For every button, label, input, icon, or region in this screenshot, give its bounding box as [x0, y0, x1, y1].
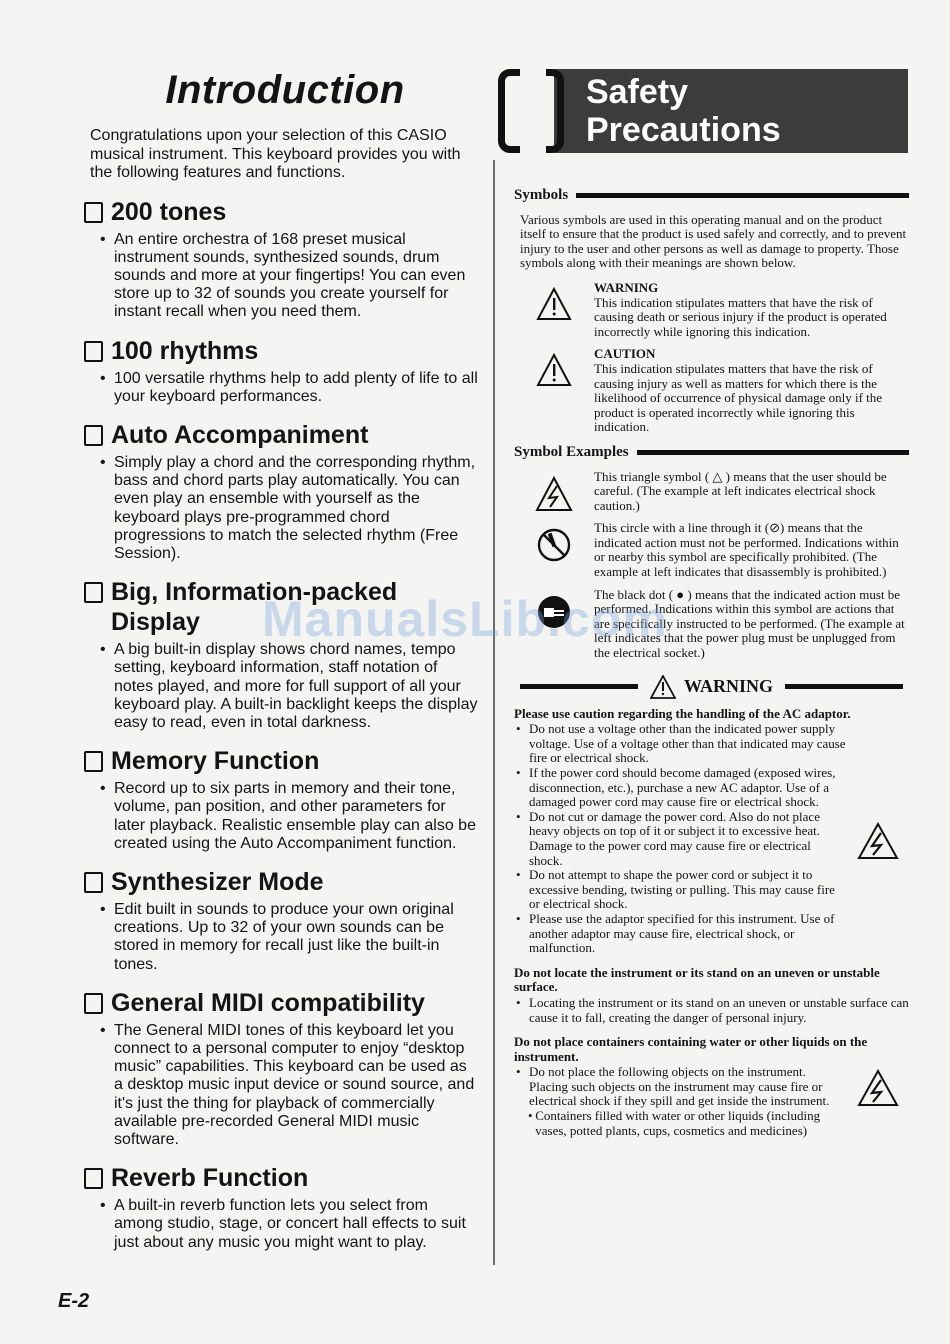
checkbox-icon: [84, 751, 103, 772]
page-number: E-2: [58, 1290, 90, 1312]
list-item: • Do not attempt to shape the power cord or subject it to excessive bending, twisting or pulling. This may cause fire or electrical shock.: [516, 867, 835, 912]
feature-memory: Memory Function • Record up to six parts in memory and their tone, volume, pan position, and other parameters for later playback. Realistic ensemble play can also be created using the Auto Accompaniment function.: [82, 746, 480, 853]
liquids-heading: Do not place containers containing water or other liquids on the instrument.: [514, 1034, 868, 1064]
checkbox-icon: [84, 582, 103, 603]
caution-symbol-row: [514, 347, 909, 435]
feature-reverb: Reverb Function • A built-in reverb function lets you select from among studio, stage, or concert hall effects to suit just about any music you might want to play.: [82, 1163, 480, 1252]
feature-synthesizer: Synthesizer Mode • Edit built in sounds to produce your own original creations. Up to 32 of your own sounds can be stored in memory for recall just like the built-in tones.: [82, 867, 480, 974]
list-item: • Please use the adaptor specified for this instrument. Use of another adaptor may cause fire, electrical shock, or malfunction.: [516, 910, 835, 956]
checkbox-icon: [84, 341, 103, 362]
safety-title: Safety Precautions: [586, 73, 781, 149]
uneven-surface-heading: Do not locate the instrument or its stand on an uneven or unstable surface.: [514, 964, 880, 995]
example-dot-text: The black dot ( ● ) means that the indicated action must be performed. Indications within this symbol are actions that are specifically instructed to be performed. (The example at left indicates that the power plug must be unplugged from the electrical socket.): [594, 586, 905, 661]
column-divider: [493, 160, 495, 1265]
feature-title: Reverb Function: [111, 1164, 309, 1193]
checkbox-icon: [84, 993, 103, 1014]
feature-text: Edit built in sounds to produce your own original creations. Up to 32 of your own sounds can be stored in memory for recall just like the built-in tones.: [114, 900, 454, 973]
caution-text: This indication stipulates matters that have the risk of causing injury as well as matters for which there is the likelihood of occurrence of physical damage only if the product is operated incorrectly while ignoring this indication.: [594, 360, 883, 435]
caution-label: CAUTION: [594, 346, 656, 362]
bracket-right-icon: [546, 69, 564, 153]
caution-triangle-icon: [514, 347, 594, 435]
introduction-column: [82, 62, 480, 1266]
no-disassembly-icon: [514, 521, 594, 579]
feature-text: Simply play a chord and the corresponding rhythm, bass and chord parts play automatically. You can even play an ensemble with yourself as the keyboard plays pre-programmed chord progressions to match the selected rhythm (Free Session).: [114, 453, 476, 562]
feature-text: An entire orchestra of 168 preset musical instrument sounds, synthesized sounds, drum sounds and more at your fingertips! You can even store up to 32 of sounds you create yourself for instant recall when you need them.: [114, 230, 466, 321]
introduction-text: Congratulations upon your selection of this CASIO musical instrument. This keyboard provides you with the following features and functions.: [90, 127, 461, 181]
list-item: • Do not use a voltage other than the indicated power supply voltage. Use of a voltage other than that indicated may cause fire or electrical shock.: [516, 721, 846, 766]
symbols-text: Various symbols are used in this operating manual and on the product itself to ensure that the product is used safely and correctly, and to prevent injury to the user and other persons as well as damage to property. Those symbols along with their meanings are shown below.: [520, 211, 907, 271]
feature-text: 100 versatile rhythms help to add plenty of life to all your keyboard performances.: [114, 369, 478, 405]
example-circle-row: [514, 521, 909, 579]
symbols-heading: Symbols: [514, 188, 909, 203]
checkbox-icon: [84, 1168, 103, 1189]
checkbox-icon: [84, 425, 103, 446]
warning-label: WARNING: [594, 279, 659, 295]
warning-icon: [650, 675, 676, 699]
electric-shock-triangle-icon: [514, 470, 594, 514]
feature-text: The General MIDI tones of this keyboard let you connect to a personal computer to enjoy “desktop music” capabilities. This keyboard can be used as a desktop music input device or sound source, and it's just the thing for playback of commercially available pre-recorded General MIDI music software.: [114, 1021, 475, 1148]
warning-triangle-icon: [514, 281, 594, 339]
list-item: • Do not cut or damage the power cord. Also do not place heavy objects on top of it or subject it to excessive heat. Damage to the power cord may cause fire or electrical shock.: [516, 808, 820, 868]
watermark: ManualsLib.com: [262, 591, 668, 647]
feature-title: Auto Accompaniment: [111, 420, 369, 449]
checkbox-icon: [84, 872, 103, 893]
feature-text: A built-in reverb function lets you select from among studio, stage, or concert hall effects to suit just about any music you might want to play.: [114, 1197, 466, 1251]
feature-title: 200 tones: [111, 197, 227, 226]
list-item: • Containers filled with water or other liquids (including vases, potted plants, cups, cosmetics and medicines): [528, 1108, 821, 1138]
feature-title: 100 rhythms: [111, 336, 259, 365]
ac-adaptor-heading: Please use caution regarding the handling of the AC adaptor.: [514, 705, 851, 721]
feature-auto-accompaniment: Auto Accompaniment • Simply play a chord and the corresponding rhythm, bass and chord parts play automatically. You can even play an ensemble with yourself as the keyboard plays pre-programmed chord progressions to match the selected rhythm (Free Session).: [82, 420, 480, 563]
feature-display: Big, Information-packed Display • A big built-in display shows chord names, tempo setting, keyboard information, staff notation of notes played, and more for full support of all your keyboard play. A built-in backlight keeps the display easy to read, even in total darkness.: [82, 577, 480, 732]
electric-shock-triangle-icon: [847, 1065, 909, 1138]
electric-shock-triangle-icon: [847, 722, 909, 956]
list-item: • Do not place the following objects on the instrument. Placing such objects on the instrument may cause fire or electrical shock if they spill and get inside the instrument.: [516, 1064, 830, 1109]
feature-title: Big, Information-packed Display: [111, 578, 398, 637]
feature-general-midi: General MIDI compatibility • The General MIDI tones of this keyboard let you connect to a personal computer to enjoy “desktop music” capabilities. This keyboard can be used as a desktop music input device or sound source, and it's just the thing for playback of commercially available pre-recorded General MIDI music software.: [82, 988, 480, 1149]
safety-column: [514, 188, 909, 1138]
warning-symbol-row: [514, 281, 909, 339]
warning-section-heading: WARNING: [514, 675, 909, 699]
list-item: • Locating the instrument or its stand on an uneven or unstable surface can cause it to fall, creating the danger of personal injury.: [516, 994, 909, 1025]
feature-100-rhythms: 100 rhythms • 100 versatile rhythms help to add plenty of life to all your keyboard performances.: [82, 336, 480, 406]
warning-text: This indication stipulates matters that have the risk of causing death or serious injury if the product is operated incorrectly while ignoring this indication.: [594, 294, 887, 339]
checkbox-icon: [84, 202, 103, 223]
feature-text: Record up to six parts in memory and their tone, volume, pan position, and other parameters for later playback. Realistic ensemble play can also be created using the Auto Accompaniment function.: [114, 780, 476, 852]
symbol-examples-heading: Symbol Examples: [514, 445, 909, 460]
feature-title: General MIDI compatibility: [111, 988, 425, 1017]
bracket-left-icon: [498, 69, 520, 153]
example-triangle-row: [514, 470, 909, 514]
feature-text: A big built-in display shows chord names, tempo setting, keyboard information, staff notation of notes played, and more for full support of all your keyboard play. A built-in backlight keeps the display easy to read, even in total darkness.: [114, 641, 478, 731]
safety-header: [498, 69, 910, 153]
introduction-title: Introduction: [165, 68, 405, 112]
example-triangle-text: This triangle symbol ( △ ) means that the user should be careful. (The example at left indicates electrical shock caution.): [594, 468, 887, 513]
feature-title: Memory Function: [111, 747, 320, 776]
feature-title: Synthesizer Mode: [111, 867, 324, 896]
feature-200-tones: 200 tones • An entire orchestra of 168 preset musical instrument sounds, synthesized sounds, drum sounds and more at your fingertips! You can even store up to 32 of sounds you create yourself for instant recall when you need them.: [82, 197, 480, 322]
list-item: • If the power cord should become damaged (exposed wires, disconnection, etc.), purchase a new AC adaptor. Use of a damaged power cord may cause fire or electrical shock.: [516, 765, 836, 810]
example-circle-text: This circle with a line through it (⊘) means that the indicated action must not be performed. Indications within or nearby this symbol are specifically prohibited. (The example at left indicates that disassembly is prohibited.): [594, 520, 899, 580]
